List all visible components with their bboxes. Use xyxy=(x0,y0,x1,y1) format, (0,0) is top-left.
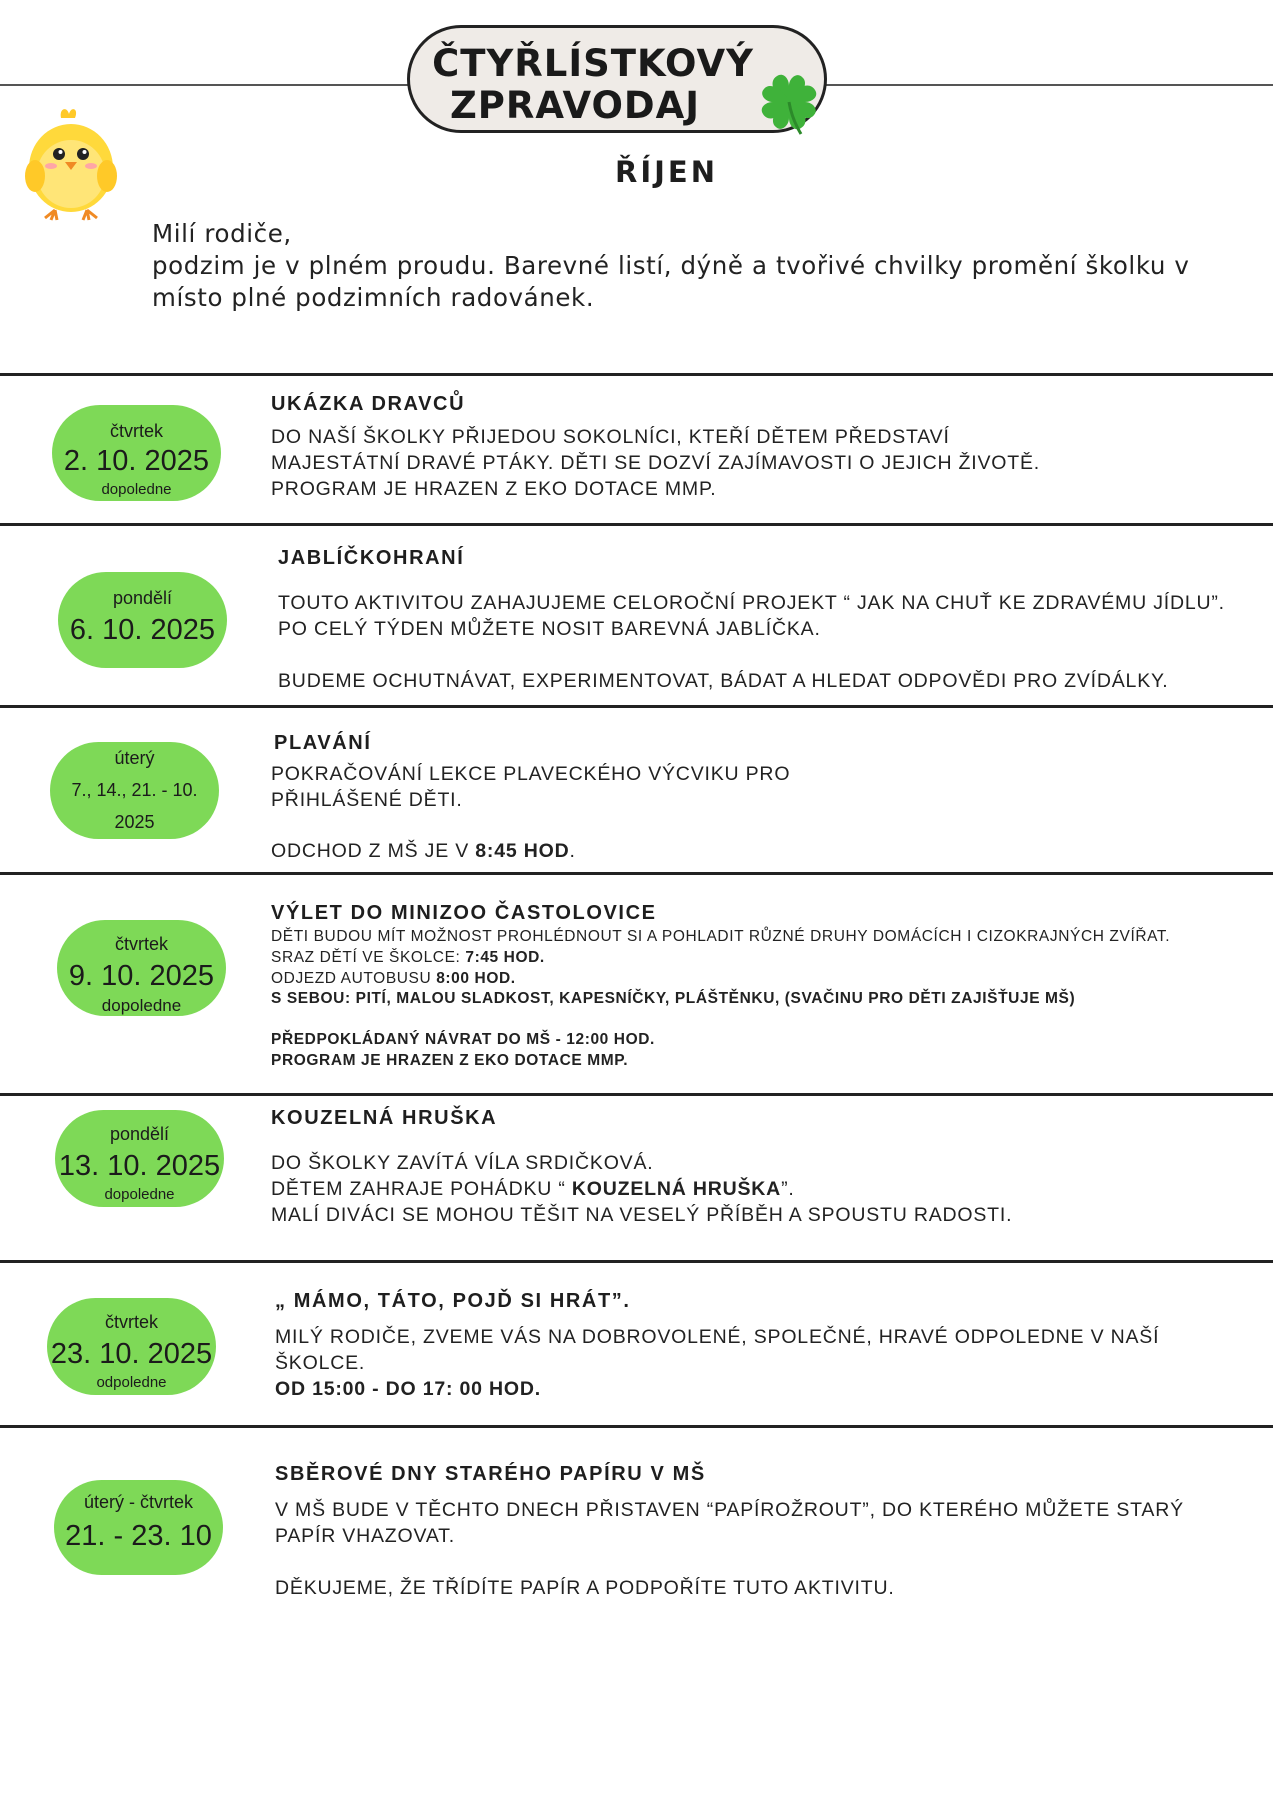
bus-label: ODJEZD AUTOBUSU xyxy=(271,970,437,987)
four-leaf-clover-icon xyxy=(755,68,823,136)
date-badge-time-of-day: odpoledne xyxy=(96,1374,167,1391)
section-divider xyxy=(0,1093,1273,1096)
date-badge-day: pondělí xyxy=(109,1124,170,1144)
date-badge-day: pondělí xyxy=(112,588,173,608)
departure-time: 8:45 HOD xyxy=(475,840,570,862)
event-title: SBĚROVÉ DNY STARÉHO PAPÍRU V MŠ xyxy=(275,1463,706,1485)
event-text xyxy=(271,1178,795,1201)
event-bring: S SEBOU: PITÍ, MALOU SLADKOST, KAPESNÍČKY, PLÁŠTĚNKU, (SVAČINU PRO DĚTI ZAJIŠŤUJE MŠ) xyxy=(271,990,1076,1007)
date-badge-time-of-day: dopoledne xyxy=(104,1186,175,1203)
event-title: KOUZELNÁ HRUŠKA xyxy=(271,1107,498,1129)
meeting-time: 7:45 HOD. xyxy=(465,949,545,966)
section-divider xyxy=(0,1425,1273,1428)
event-text: PROGRAM JE HRAZEN Z EKO DOTACE MMP. xyxy=(271,478,717,500)
date-badge xyxy=(55,1110,224,1207)
date-badge xyxy=(54,1480,223,1575)
date-badge-day: úterý xyxy=(114,748,155,768)
event-text: TOUTO AKTIVITOU ZAHAJUJEME CELOROČNÍ PROJEKT “ JAK NA CHUŤ KE ZDRAVÉMU JÍDLU”. xyxy=(278,592,1225,614)
title-banner xyxy=(407,25,827,133)
event-text: DO ŠKOLKY ZAVÍTÁ VÍLA SRDIČKOVÁ. xyxy=(271,1152,654,1174)
event-text-suffix: ”. xyxy=(781,1178,795,1200)
event-text: MALÍ DIVÁCI SE MOHOU TĚŠIT NA VESELÝ PŘÍBĚH A SPOUSTU RADOSTI. xyxy=(271,1204,1013,1226)
intro-line: místo plné podzimních radovánek. xyxy=(152,283,595,312)
event-text: POKRAČOVÁNÍ LEKCE PLAVECKÉHO VÝCVIKU PRO xyxy=(271,763,791,785)
section-divider xyxy=(0,1260,1273,1263)
event-time: OD 15:00 - DO 17: 00 HOD. xyxy=(275,1378,541,1400)
departure-label: ODCHOD Z MŠ JE V xyxy=(271,840,476,862)
event-text: PO CELÝ TÝDEN MŮŽETE NOSIT BAREVNÁ JABLÍČKA. xyxy=(278,618,821,640)
section-divider xyxy=(0,523,1273,526)
date-badge-year: 2025 xyxy=(114,812,155,832)
event-departure xyxy=(271,840,576,863)
date-badge xyxy=(58,572,227,668)
event-title: UKÁZKA DRAVCŮ xyxy=(271,393,466,415)
event-text: DĚKUJEME, ŽE TŘÍDÍTE PAPÍR A PODPOŘÍTE TUTO AKTIVITU. xyxy=(275,1577,895,1599)
section-divider xyxy=(0,705,1273,708)
title-line-2: ZPRAVODAJ xyxy=(449,84,701,127)
meeting-label: SRAZ DĚTÍ VE ŠKOLCE: xyxy=(271,949,466,966)
event-text: V MŠ BUDE V TĚCHTO DNECH PŘISTAVEN “PAPÍROŽROUT”, DO KTERÉHO MŮŽETE STARÝ xyxy=(275,1499,1184,1521)
title-line-1: ČTYŘLÍSTKOVÝ xyxy=(432,42,754,85)
intro-line: podzim je v plném proudu. Barevné listí, dýně a tvořivé chvilky promění školku v xyxy=(152,251,1190,280)
date-badge-day: čtvrtek xyxy=(109,421,163,441)
date-badge xyxy=(57,920,226,1016)
event-title: JABLÍČKOHRANÍ xyxy=(278,547,465,569)
date-badge xyxy=(50,742,219,839)
date-badge xyxy=(52,405,221,501)
event-text: MAJESTÁTNÍ DRAVÉ PTÁKY. DĚTI SE DOZVÍ ZAJÍMAVOSTI O JEJICH ŽIVOTĚ. xyxy=(271,452,1040,474)
month-title: ŘÍJEN xyxy=(615,155,718,189)
event-text-prefix: DĚTEM ZAHRAJE POHÁDKU “ xyxy=(271,1178,572,1200)
event-text: PŘIHLÁŠENÉ DĚTI. xyxy=(271,789,463,811)
date-badge-date: 2. 10. 2025 xyxy=(63,445,210,477)
date-badge-date: 21. - 23. 10 xyxy=(65,1520,212,1552)
event-funding: PROGRAM JE HRAZEN Z EKO DOTACE MMP. xyxy=(271,1052,629,1069)
event-title: VÝLET DO MINIZOO ČASTOLOVICE xyxy=(271,902,657,924)
date-badge-date: 13. 10. 2025 xyxy=(58,1150,221,1182)
intro-greeting: Milí rodiče, xyxy=(152,219,292,248)
event-text: DO NAŠÍ ŠKOLKY PŘIJEDOU SOKOLNÍCI, KTEŘÍ DĚTEM PŘEDSTAVÍ xyxy=(271,426,950,448)
event-title: PLAVÁNÍ xyxy=(274,732,372,754)
event-text: BUDEME OCHUTNÁVAT, EXPERIMENTOVAT, BÁDAT A HLEDAT ODPOVĚDI PRO ZVÍDÁLKY. xyxy=(278,670,1169,692)
section-divider xyxy=(0,373,1273,376)
intro-text xyxy=(152,218,1252,314)
event-bus xyxy=(271,970,516,988)
section-divider xyxy=(0,872,1273,875)
event-meeting xyxy=(271,949,545,967)
event-return: PŘEDPOKLÁDANÝ NÁVRAT DO MŠ - 12:00 HOD. xyxy=(271,1031,655,1048)
date-badge-date: 7., 14., 21. - 10. xyxy=(71,780,198,800)
fairy-tale-title: KOUZELNÁ HRUŠKA xyxy=(571,1178,782,1200)
date-badge xyxy=(47,1298,216,1395)
date-badge-day: čtvrtek xyxy=(114,934,168,954)
event-text: DĚTI BUDOU MÍT MOŽNOST PROHLÉDNOUT SI A POHLADIT RŮZNÉ DRUHY DOMÁCÍCH I CIZOKRAJNÝCH ZVÍŘAT. xyxy=(271,928,1171,945)
date-badge-day: úterý - čtvrtek xyxy=(83,1492,194,1512)
event-text: ŠKOLCE. xyxy=(275,1352,366,1374)
date-badge-day: čtvrtek xyxy=(104,1312,158,1332)
bus-time: 8:00 HOD. xyxy=(436,970,516,987)
date-badge-time-of-day: dopoledne xyxy=(101,996,182,1015)
event-text: MILÝ RODIČE, ZVEME VÁS NA DOBROVOLENÉ, SPOLEČNÉ, HRAVÉ ODPOLEDNE V NAŠÍ xyxy=(275,1326,1160,1348)
date-badge-date: 6. 10. 2025 xyxy=(69,614,216,646)
event-text: PAPÍR VHAZOVAT. xyxy=(275,1525,455,1547)
date-badge-date: 9. 10. 2025 xyxy=(68,960,215,992)
date-badge-time-of-day: dopoledne xyxy=(101,481,172,498)
date-badge-date: 23. 10. 2025 xyxy=(50,1338,213,1370)
event-title: „ MÁMO, TÁTO, POJĎ SI HRÁT”. xyxy=(275,1290,631,1312)
departure-suffix: . xyxy=(569,840,576,862)
